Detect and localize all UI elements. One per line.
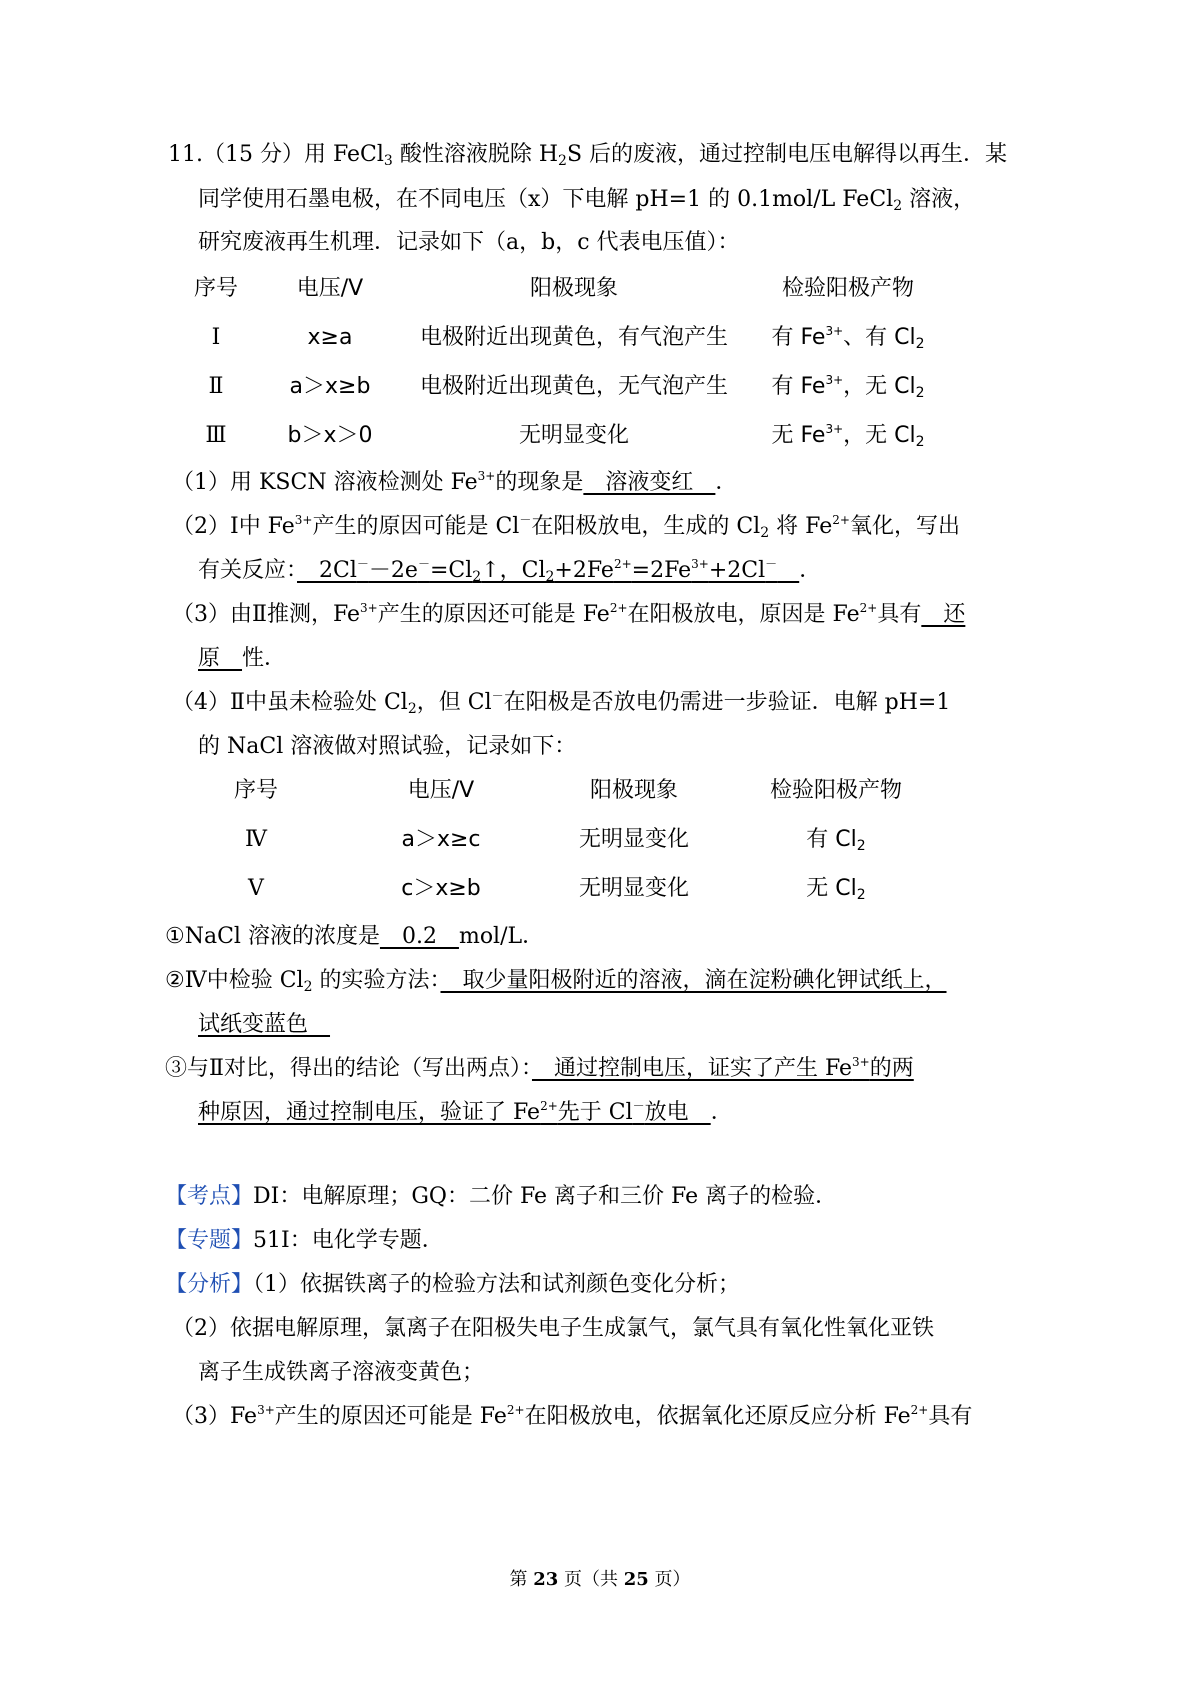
fenxi-tag: 【分析】 [165, 1272, 254, 1297]
table-row: 无 $Fe^{3+}$，无 $Cl_2$ [771, 422, 925, 450]
item-3-line-2: 种原因，通过控制电压，验证了 $Fe^{2+}$先于 Cl－放电 ． [198, 1099, 733, 1125]
analysis-2-line-2: 离子生成铁离子溶液变黄色； [198, 1360, 485, 1385]
zhuanti-line: 【专题】51I：电化学专题． [165, 1228, 444, 1253]
table-row: 有 $Fe^{3+}$、有 $Cl_2$ [771, 324, 925, 352]
analysis-3-line-1: $(3)Fe^{3+}$产生的原因还可能是 $Fe^{2+}$在阳极放电，依据氧化还原反应分析 $Fe^{2+}$具有 [172, 1403, 973, 1429]
question-line-3: 研究废液再生机理．记录如下（a，b，c 代表电压值）： [198, 230, 740, 255]
answer-3-part-1: 还 [921, 602, 966, 627]
table-row: b＞x＞0 [287, 423, 373, 448]
table-row: 无明显变化 [578, 876, 690, 901]
sub-question-1: （1）用 KSCN 溶液检测处 $Fe^{3+}$的现象是 溶液变红 ． [172, 469, 738, 495]
table-row: Ⅳ [245, 827, 267, 852]
table-row: 有 $Fe^{3+}$，无 $Cl_2$ [771, 373, 925, 401]
table-row: Ⅱ [208, 374, 224, 399]
sub-question-4-line-1: （4）Ⅱ中虽未检验处 $Cl_2$，但 Cl－在阳极是否放电仍需进一步验证．电解 pH=1 [172, 689, 951, 717]
table-2-header-product: 检验阳极产物 [769, 778, 903, 803]
fenxi-line: 【分析】（1）依据铁离子的检验方法和试剂颜色变化分析； [165, 1272, 741, 1297]
table-row: Ⅲ [205, 423, 227, 448]
zhuanti-tag: 【专题】 [165, 1228, 254, 1253]
table-row: 电极附近出现黄色，无气泡产生 [419, 374, 729, 399]
table-2-header-voltage: 电压/V [407, 778, 475, 803]
table-row: x≥a [307, 325, 353, 350]
item-3-line-1: ③与Ⅱ对比，得出的结论（写出两点）： 通过控制电压，证实了产生 $Fe^{3+}$的两 [165, 1055, 914, 1081]
table-row: 有 $Cl_2$ [806, 827, 866, 854]
table-row: 无明显变化 [518, 423, 630, 448]
page-number: 23 [533, 1569, 559, 1590]
table-2-header-phenomenon: 阳极现象 [589, 778, 679, 803]
page-footer: 第 23 页（共 25 页） [509, 1569, 691, 1590]
answer-2: $2Cl^--2e^-=Cl_2↑$，$Cl_2+2Fe^{2+}=2Fe^{3+}+2Cl^-$ [297, 557, 778, 585]
table-row: Ⅰ [211, 325, 221, 350]
page-total: 25 [623, 1569, 649, 1590]
table-row: a＞x≥c [401, 827, 481, 852]
answer-4-1: 0.2 [379, 924, 459, 949]
kaodian-line: 【考点】DI：电解原理；GQ：二价 Fe 离子和三价 Fe 离子的检验． [165, 1184, 838, 1209]
sub-question-2-line-1: （2）Ⅰ中 $Fe^{3+}$产生的原因可能是 Cl－在阳极放电，生成的 $Cl_2$ 将 $Fe^{2+}$氧化，写出 [172, 513, 960, 541]
table-1-header-voltage: 电压/V [296, 276, 364, 301]
kaodian-tag: 【考点】 [165, 1184, 254, 1209]
table-row: 无 $Cl_2$ [806, 876, 866, 903]
question-line-2: 同学使用石墨电极，在不同电压（x）下电解 pH=1 的 0.1mol/L FeCl$_2$ 溶液， [198, 187, 976, 214]
table-2-header-no: 序号 [233, 778, 279, 803]
item-1: ①NaCl 溶液的浓度是 0.2 mol/L． [165, 924, 545, 949]
answer-4-3-part-1: 通过控制电压，证实了产生 $Fe^{3+}$的两 [531, 1055, 914, 1081]
question-line-1: 11.（15 分）用 FeCl$_3$ 酸性溶液脱除 $H_2S$ 后的废液，通过控制电压电解得以再生．某 [168, 142, 1008, 169]
answer-1: 溶液变红 [583, 470, 716, 495]
sub-question-3-line-2: 原 性． [198, 646, 287, 671]
item-2-line-2 [198, 1010, 330, 1040]
table-row: 无明显变化 [578, 827, 690, 852]
sub-question-3-line-1: （3）由Ⅱ推测，$Fe^{3+}$产生的原因还可能是 $Fe^{2+}$在阳极放电，原因是 $Fe^{2+}$具有 还 [172, 601, 966, 627]
answer-4-2-part-1: 取少量阳极附近的溶液，滴在淀粉碘化钾试纸上， [440, 968, 947, 993]
analysis-2-line-1: （2）依据电解原理，氯离子在阳极失电子生成氯气，氯气具有氧化性氧化亚铁 [172, 1316, 934, 1341]
table-row: 电极附近出现黄色，有气泡产生 [419, 325, 729, 350]
answer-3-part-2: 原 [198, 646, 243, 671]
table-1-header-no: 序号 [193, 276, 239, 301]
table-row: Ⅴ [248, 876, 264, 901]
table-row: a＞x≥b [289, 374, 371, 399]
table-row: c＞x≥b [401, 876, 481, 901]
sub-question-4-line-2: 的 NaCl 溶液做对照试验，记录如下： [198, 734, 577, 759]
sub-question-2-line-2: 有关反应： $2Cl^--2e^-=Cl_2↑$，$Cl_2+2Fe^{2+}=2Fe^{3+}+2Cl^-$ ． [198, 557, 822, 585]
answer-4-3-part-2: 种原因，通过控制电压，验证了 $Fe^{2+}$先于 Cl－放电 [198, 1099, 711, 1125]
answer-4-2-part-2: 试纸变蓝色 [198, 1012, 331, 1037]
table-1-header-phenomenon: 阳极现象 [529, 276, 619, 301]
table-1-header-product: 检验阳极产物 [781, 276, 915, 301]
item-2-line-1: ②Ⅳ中检验 $Cl_2$ 的实验方法： 取少量阳极附近的溶液，滴在淀粉碘化钾试纸上， [165, 968, 947, 995]
